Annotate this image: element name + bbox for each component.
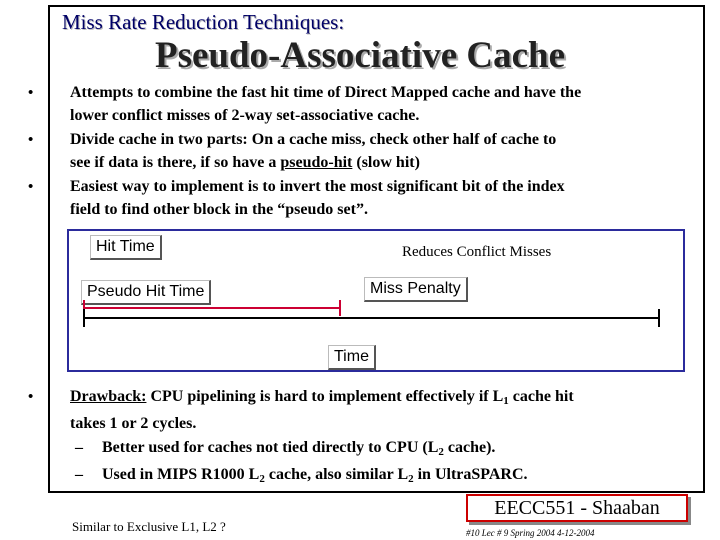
sub-bullet-text: cache).	[443, 439, 496, 456]
bullet-line: Divide cache in two parts: On a cache miss, check other half of cache to	[70, 131, 557, 148]
bullet-text: cache hit	[508, 388, 574, 405]
sub-bullet-text: cache, also similar L	[264, 465, 409, 483]
bullet-line: lower conflict misses of 2-way set-associative cache.	[70, 106, 420, 124]
lecture-info: #10 Lec # 9 Spring 2004 4-12-2004	[466, 528, 595, 538]
bullet-item	[20, 386, 700, 435]
drawback-section	[20, 386, 700, 490]
bullet-line: Easiest way to implement is to invert the most significant bit of the index	[70, 178, 565, 195]
bullet-item	[20, 176, 700, 221]
bullet-line: field to find other block in the “pseudo set”.	[70, 200, 368, 218]
time-axis	[83, 317, 660, 319]
bullet-item	[20, 129, 700, 174]
pseudo-hit-term: pseudo-hit	[280, 153, 353, 171]
footer-note: Similar to Exclusive L1, L2 ?	[72, 519, 226, 534]
bullet-icon: •	[28, 389, 34, 405]
subscript: 2	[259, 472, 265, 485]
bullet-list	[20, 82, 700, 223]
sub-bullet-item	[20, 437, 700, 464]
bullet-text: CPU pipelining is hard to implement effectively if L	[146, 388, 504, 405]
subscript: 1	[503, 395, 509, 407]
bullet-text: (slow hit)	[352, 153, 420, 171]
timing-diagram	[67, 229, 685, 372]
course-badge: EECC551 - Shaaban	[466, 494, 688, 522]
sub-bullet-text: Used in MIPS R1000 L	[102, 465, 260, 483]
bullet-line	[70, 152, 700, 175]
bullet-icon: •	[28, 85, 34, 101]
slide-title: Pseudo-Associative Cache	[154, 35, 566, 76]
reduces-conflict-misses-label: Reduces Conflict Misses	[402, 244, 552, 260]
bullet-item	[20, 82, 700, 127]
bullet-icon: •	[28, 132, 34, 148]
time-label: Time	[328, 345, 376, 370]
sub-bullet-item	[20, 464, 700, 491]
subscript: 2	[438, 446, 444, 458]
dash-icon: –	[75, 439, 83, 456]
pseudo-hit-time-label: Pseudo Hit Time	[81, 280, 211, 305]
bullet-text: see if data is there, if so have a	[70, 153, 281, 171]
dash-icon: –	[75, 465, 83, 483]
bullet-line: takes 1 or 2 cycles.	[70, 414, 197, 432]
sub-bullet-text: SPARC.	[471, 465, 528, 483]
subscript: 2	[408, 472, 414, 485]
sub-bullet-text: in Ultra	[413, 465, 472, 483]
bullet-line	[70, 386, 700, 413]
bullet-icon: •	[28, 179, 34, 195]
bullet-line: Attempts to combine the fast hit time of Direct Mapped cache and have the	[70, 84, 582, 101]
sub-bullet-text: Better used for caches not tied directly to CPU (L	[102, 439, 439, 456]
drawback-label: Drawback:	[70, 388, 147, 405]
hit-time-label: Hit Time	[90, 235, 162, 260]
miss-penalty-label: Miss Penalty	[364, 277, 468, 302]
pseudo-hit-time-span	[83, 307, 341, 309]
slide-subtitle: Miss Rate Reduction Techniques:	[62, 10, 345, 34]
